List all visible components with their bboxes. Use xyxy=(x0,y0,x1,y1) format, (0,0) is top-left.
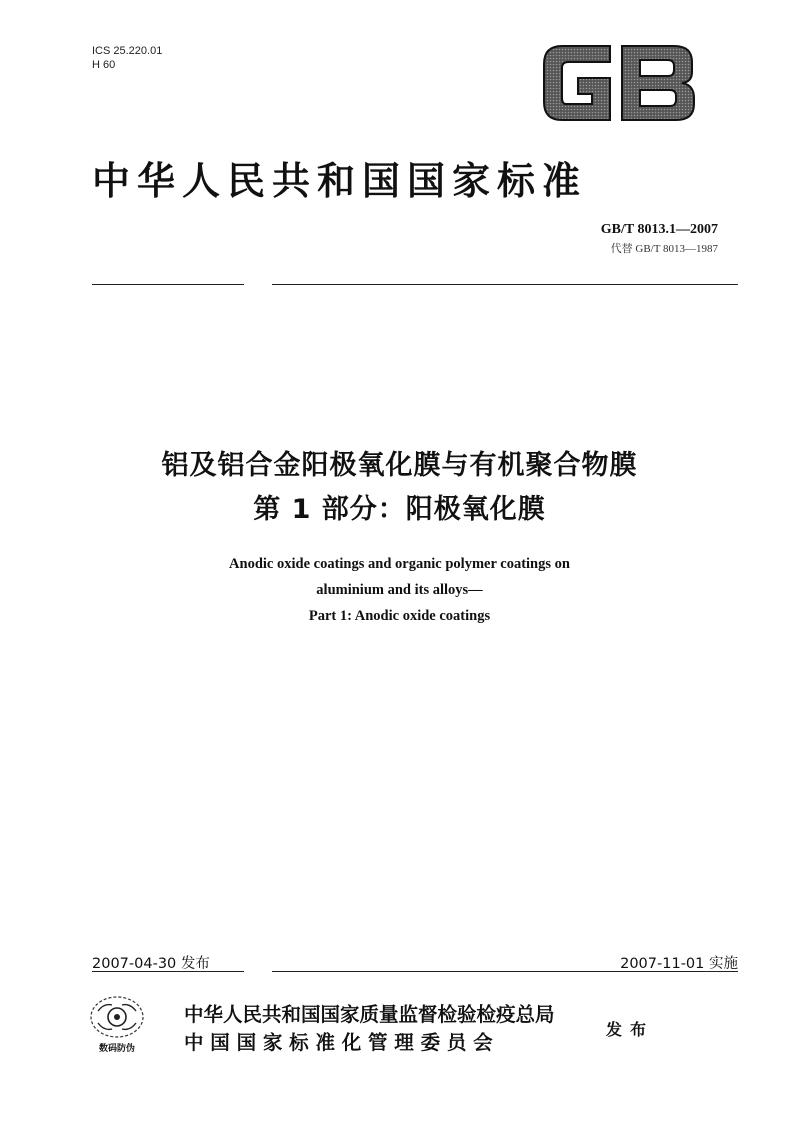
replaces-note: 代替 GB/T 8013—1987 xyxy=(610,243,718,255)
standard-title: 中华人民共和国国家标准 xyxy=(92,158,588,203)
ics-code: ICS 25.220.01 xyxy=(92,45,163,57)
gb-logo xyxy=(540,42,698,124)
issuer-line2: 中 国 国 家 标 准 化 管 理 委 员 会 xyxy=(184,1031,493,1054)
title-en-line2: aluminium and its alloys— xyxy=(316,582,483,598)
bottom-rule-right xyxy=(272,971,738,972)
issue-word: 发布 xyxy=(606,1020,655,1039)
implementation-date: 2007-11-01 实施 xyxy=(620,956,738,972)
bottom-rule-left xyxy=(92,971,244,972)
ccs-code: H 60 xyxy=(92,59,116,71)
title-en-line1: Anodic oxide coatings and organic polymer coatings on xyxy=(229,556,570,572)
issue-date: 2007-04-30 发布 xyxy=(92,956,210,972)
top-rule-left xyxy=(92,284,244,285)
title-en-line3: Part 1: Anodic oxide coatings xyxy=(308,608,491,624)
title-zh-line1: 铝及铝合金阳极氧化膜与有机聚合物膜 xyxy=(161,450,638,481)
top-rule-right xyxy=(272,284,738,285)
standard-number: GB/T 8013.1—2007 xyxy=(600,222,718,237)
title-zh-line2: 第 1 部分：阳极氧化膜 xyxy=(253,494,546,525)
emblem-label: 数码防伪 xyxy=(98,1044,135,1054)
issuer-line1: 中华人民共和国国家质量监督检验检疫总局 xyxy=(184,1003,555,1026)
